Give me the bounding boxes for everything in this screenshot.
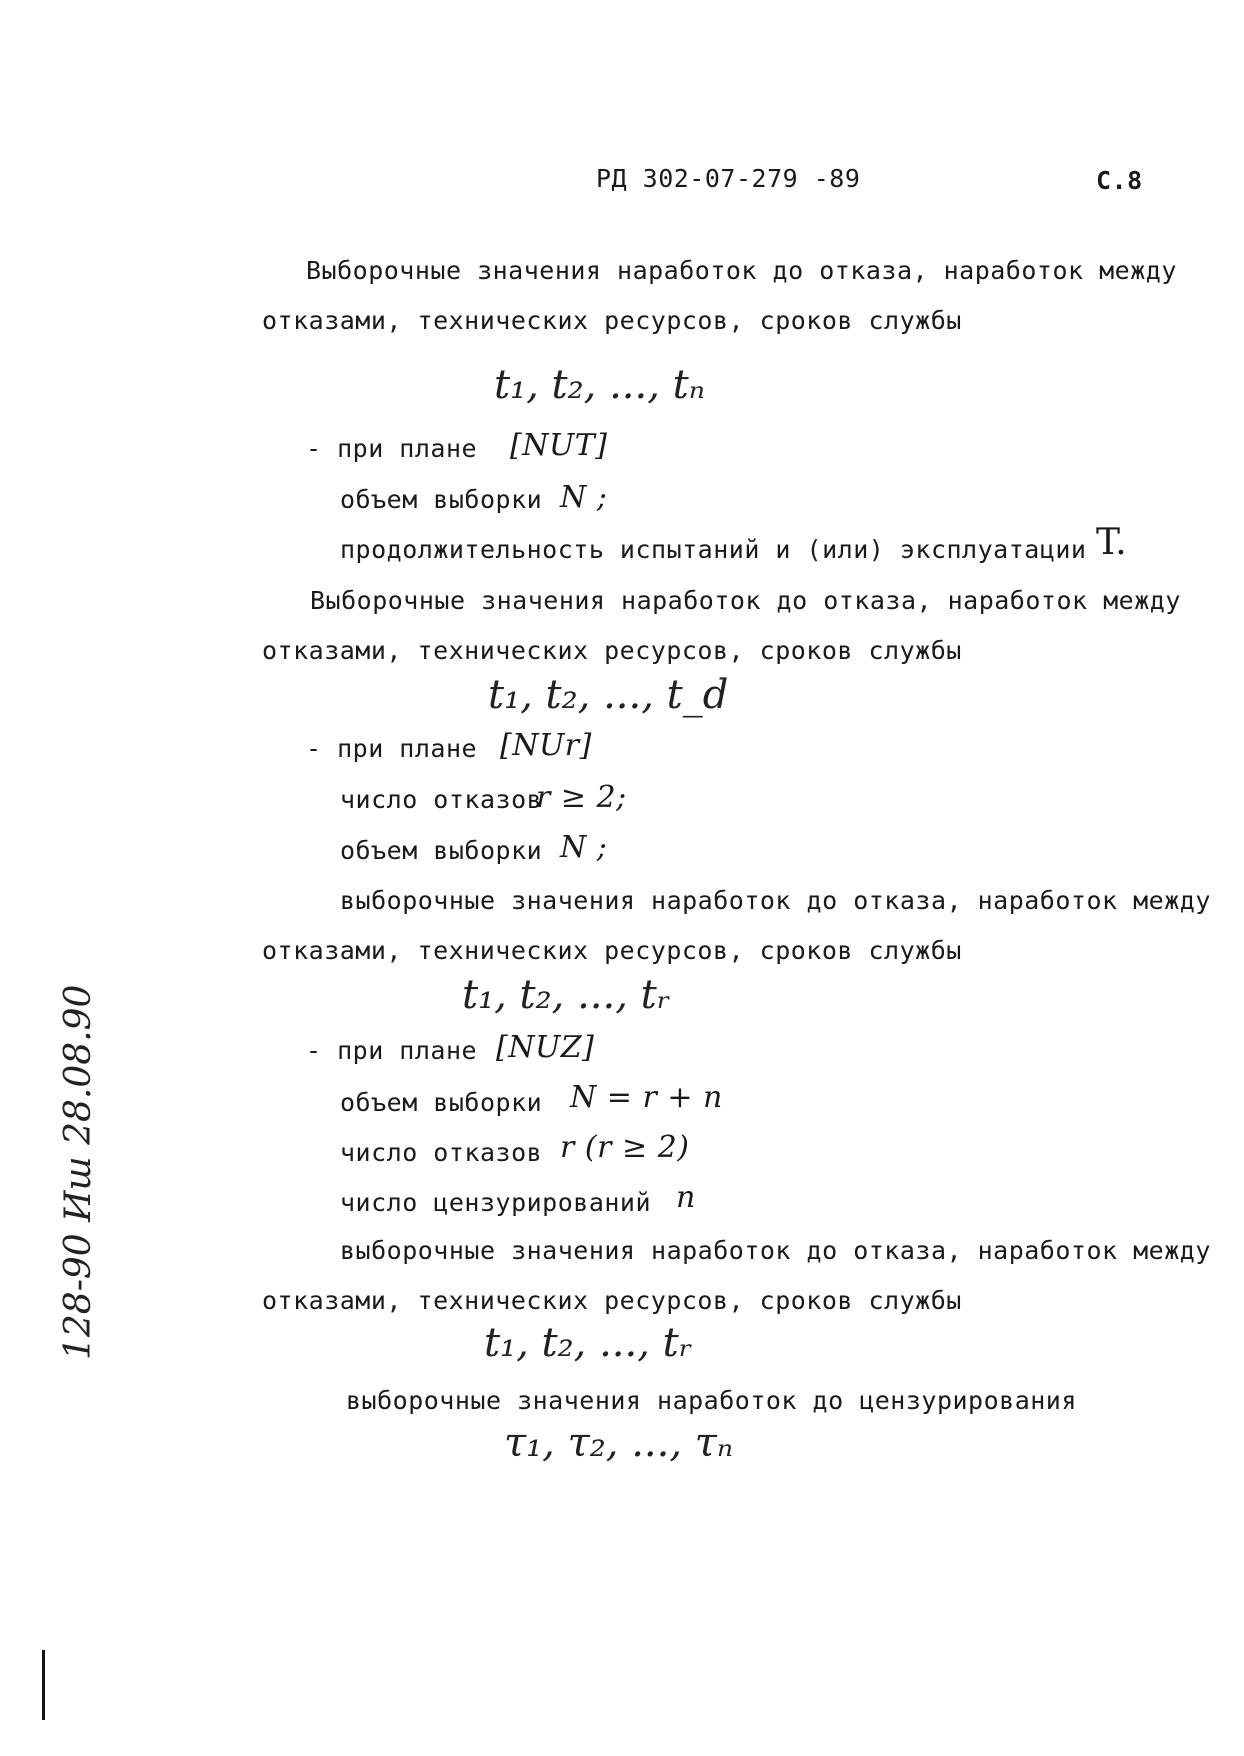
- para-1-line-1: Выборочные значения наработок до отказа, наработок между: [306, 256, 1177, 285]
- duration-line: продолжительность испытаний и (или) эксплуатации: [340, 535, 1087, 564]
- doc-code: РД 302-07-279 -89: [596, 164, 861, 193]
- sample-size-3-symbol: N = r + n: [570, 1080, 723, 1115]
- censoring-symbol: n: [676, 1180, 696, 1215]
- margin-stamp: 128-90 Иш 28.08.90: [58, 984, 99, 1360]
- plan-3-symbol: [NUZ]: [496, 1030, 595, 1065]
- para-2-line-2: отказами, технических ресурсов, сроков службы: [262, 636, 962, 665]
- sample-size-1-symbol: N ;: [560, 480, 608, 515]
- formula-3: t₁, t₂, ..., tᵣ: [462, 972, 671, 1018]
- para-4-line-2: отказами, технических ресурсов, сроков службы: [262, 1286, 962, 1315]
- formula-4: t₁, t₂, ..., tᵣ: [484, 1320, 693, 1366]
- page-number: С.8: [1096, 166, 1143, 195]
- para-4-line-1: выборочные значения наработок до отказа, наработок между: [340, 1236, 1211, 1265]
- plan-2-label: - при плане: [306, 734, 478, 763]
- failures-3-symbol: r (r ≥ 2): [560, 1130, 690, 1165]
- para-3-line-1: выборочные значения наработок до отказа, наработок между: [340, 886, 1211, 915]
- sample-size-1: объем выборки: [340, 485, 543, 514]
- plan-3-label: - при плане: [306, 1036, 478, 1065]
- failures-2: число отказов: [340, 785, 543, 814]
- censoring-count: число цензурирований: [340, 1188, 652, 1217]
- plan-2-symbol: [NUr]: [500, 728, 592, 763]
- binding-mark: [42, 1650, 45, 1720]
- sample-size-3: объем выборки: [340, 1088, 543, 1117]
- plan-1-label: - при плане: [306, 434, 478, 463]
- formula-1: t₁, t₂, ..., tₙ: [494, 362, 705, 408]
- formula-2: t₁, t₂, ..., t_d: [488, 672, 729, 718]
- para-1-line-2: отказами, технических ресурсов, сроков службы: [262, 306, 962, 335]
- sample-size-2: объем выборки: [340, 836, 543, 865]
- para-3-line-2: отказами, технических ресурсов, сроков службы: [262, 936, 962, 965]
- formula-5: τ₁, τ₂, ..., τₙ: [504, 1420, 734, 1466]
- failures-3: число отказов: [340, 1138, 543, 1167]
- para-5: выборочные значения наработок до цензурирования: [346, 1386, 1077, 1415]
- failures-2-symbol: r ≥ 2;: [536, 780, 627, 815]
- para-2-line-1: Выборочные значения наработок до отказа, наработок между: [310, 586, 1181, 615]
- sample-size-2-symbol: N ;: [560, 830, 608, 865]
- duration-symbol: T.: [1096, 522, 1128, 563]
- plan-1-symbol: [NUT]: [510, 428, 608, 463]
